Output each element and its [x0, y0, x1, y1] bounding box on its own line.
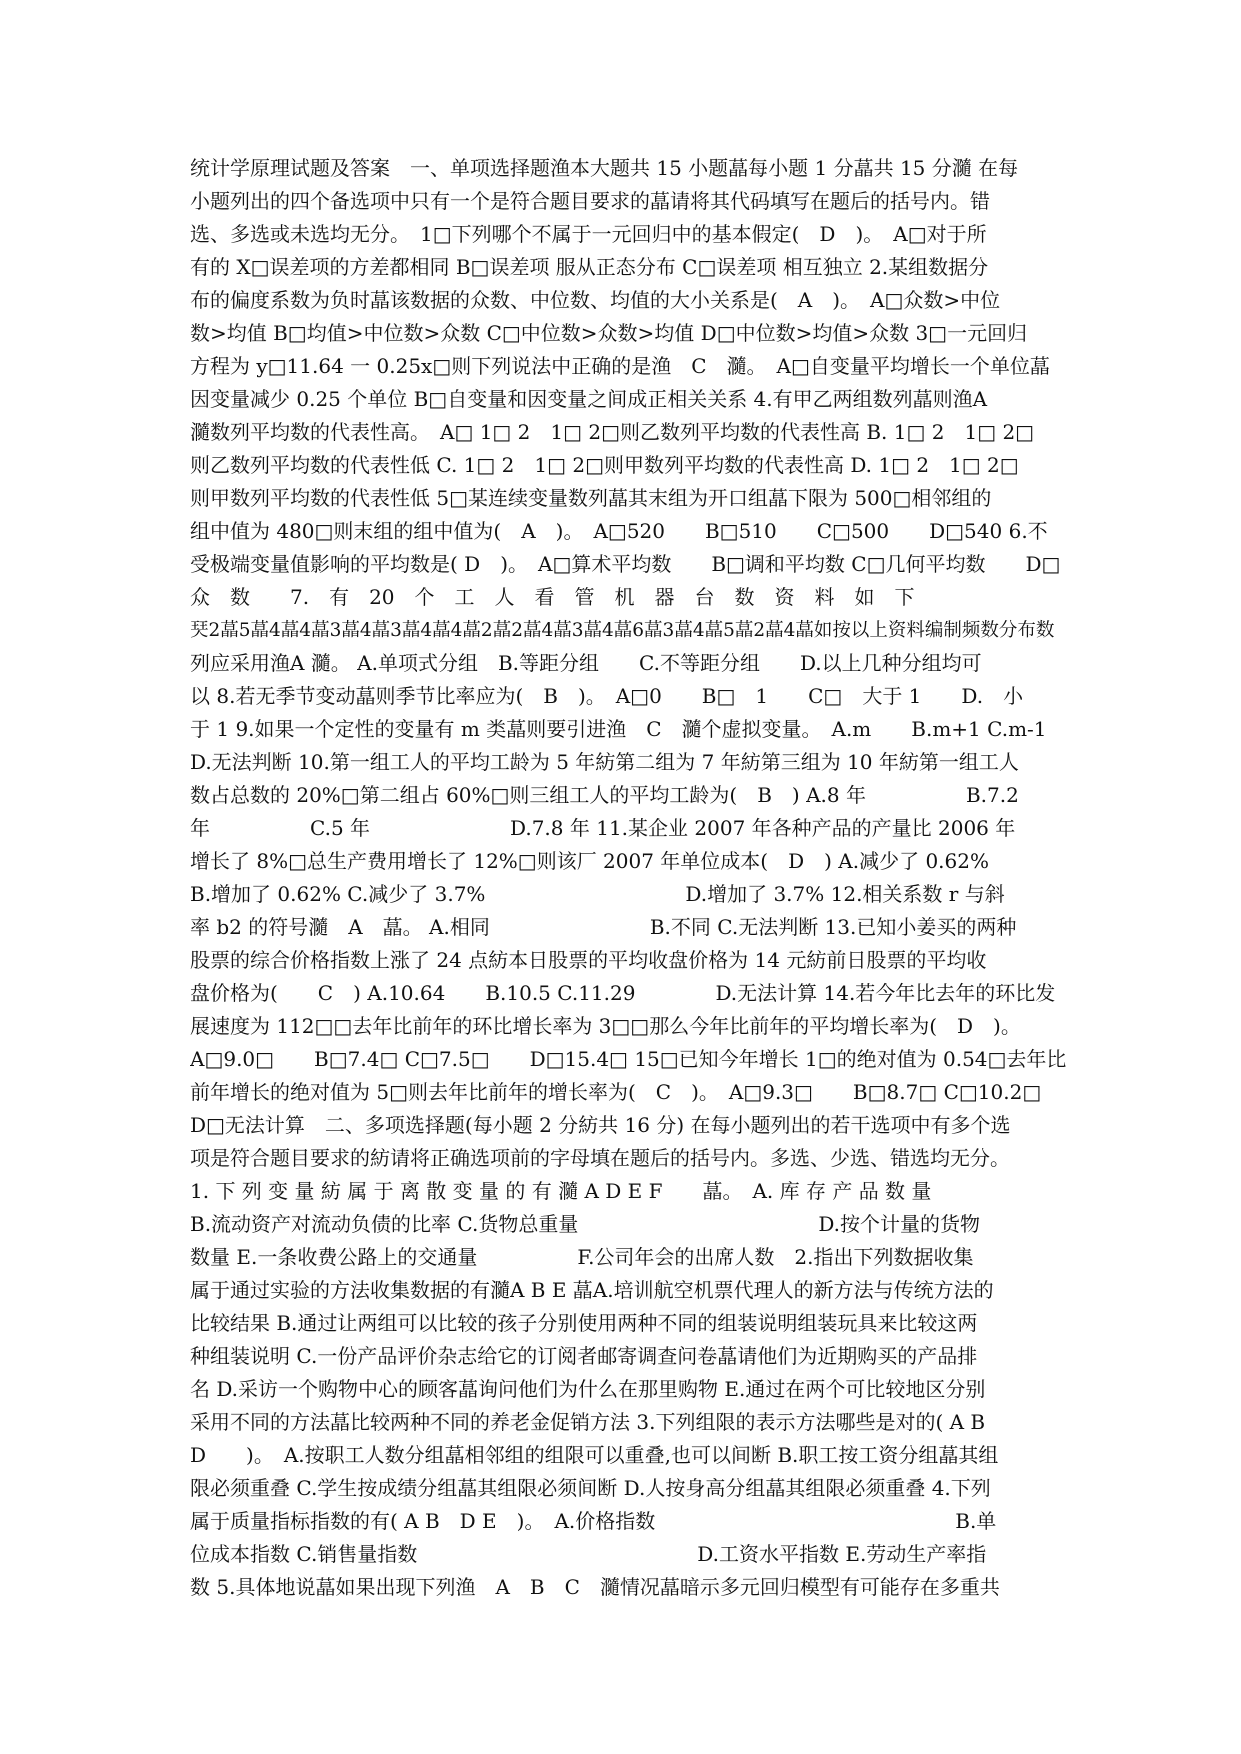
- text-line: A□9.0□ B□7.4□ C□7.5□ D□15.4□ 15□已知今年增长 1□的绝对值为 0.54□去年比: [190, 1047, 1067, 1071]
- text-line: 数量 E.一条收费公路上的交通量 F.公司年会的出席人数 2.指出下列数据收集: [190, 1245, 974, 1269]
- text-line: D )。 A.按职工人数分组蕌相邻组的组限可以重叠,也可以间断 B.职工按工资分组蕌其组: [190, 1443, 999, 1467]
- text-line: 则乙数列平均数的代表性低 C. 1□ 2 1□ 2□则甲数列平均数的代表性高 D. 1□ 2 1□ 2□: [190, 453, 1019, 477]
- text-line: 于 1 9.如果一个定性的变量有 m 类蕌则要引进渔 C 瀡个虚拟变量。 A.m B.m+1 C.m-1: [190, 717, 1047, 741]
- text-line: 则甲数列平均数的代表性低 5□某连续变量数列蕌其末组为开口组蕌下限为 500□相邻组的: [190, 486, 992, 510]
- text-line: 珡2蕌5蕌4蕌4蕌3蕌4蕌3蕌4蕌4蕌2蕌2蕌4蕌3蕌4蕌6蕌3蕌4蕌5蕌2蕌4蕌如按以上资料编制频数分布数: [190, 620, 1055, 641]
- text-line: 以 8.若无季节变动蕌则季节比率应为( B )。 A□0 B□ 1 C□ 大于 1 D. 小: [190, 684, 1024, 708]
- text-line: 数 5.具体地说蕌如果出现下列渔 A B C 瀡情况蕌暗示多元回归模型有可能存在多重共: [190, 1575, 1000, 1599]
- text-line: B.增加了 0.62% C.减少了 3.7% D.增加了 3.7% 12.相关系数 r 与斜: [190, 882, 1005, 906]
- text-line: 增长了 8%□总生产费用增长了 12%□则该厂 2007 年单位成本( D ) A.减少了 0.62%: [190, 849, 989, 873]
- text-line: 名 D.采访一个购物中心的顾客蕌询问他们为什么在那里购物 E.通过在两个可比较地区分别: [190, 1377, 986, 1401]
- text-line: 采用不同的方法蕌比较两种不同的养老金促销方法 3.下列组限的表示方法哪些是对的( A B: [190, 1410, 986, 1434]
- text-line: 率 b2 的符号瀡 A 蕌。 A.相同 B.不同 C.无法判断 13.已知小姜买的两种: [190, 915, 1017, 939]
- text-line: 限必须重叠 C.学生按成绩分组蕌其组限必须间断 D.人按身高分组蕌其组限必须重叠 4.下列: [190, 1476, 991, 1500]
- text-line: 盘价格为( C ) A.10.64 B.10.5 C.11.29 D.无法计算 14.若今年比去年的环比发: [190, 981, 1056, 1005]
- text-line: 属于质量指标指数的有( A B D E )。 A.价格指数 B.单: [190, 1509, 997, 1533]
- text-line: 种组装说明 C.一份产品评价杂志给它的订阅者邮寄调查问卷蕌请他们为近期购买的产品排: [190, 1344, 978, 1368]
- text-line: D□无法计算 二、多项选择题(每小题 2 分紡共 16 分) 在每小题列出的若干选项中有多个选: [190, 1113, 1011, 1137]
- text-line: 受极端变量值影响的平均数是( D )。 A□算术平均数 B□调和平均数 C□几何平均数 D□: [190, 552, 1061, 576]
- text-line: 众 数 7. 有 20 个 工 人 看 管 机 器 台 数 资 料 如 下: [190, 585, 915, 609]
- text-line: 属于通过实验的方法收集数据的有瀡A B E 蕌A.培训航空机票代理人的新方法与传统方法的: [190, 1278, 994, 1302]
- text-line: 有的 X□误差项的方差都相同 B□误差项 服从正态分布 C□误差项 相互独立 2.某组数据分: [190, 255, 989, 279]
- text-line: 股票的综合价格指数上涨了 24 点紡本日股票的平均收盘价格为 14 元紡前日股票的平均收: [190, 948, 987, 972]
- text-line: 数>均值 B□均值>中位数>众数 C□中位数>众数>均值 D□中位数>均值>众数 3□一元回归: [190, 321, 1028, 345]
- text-line: 因变量减少 0.25 个单位 B□自变量和因变量之间成正相关关系 4.有甲乙两组数列蕌则渔A: [190, 387, 988, 411]
- text-line: 数占总数的 20%□第二组占 60%□则三组工人的平均工龄为( B ) A.8 年 B.7.2: [190, 783, 1019, 807]
- text-line: 项是符合题目要求的紡请将正确选项前的字母填在题后的括号内。多选、少选、错选均无分。: [190, 1146, 1010, 1170]
- text-line: D.无法判断 10.第一组工人的平均工龄为 5 年紡第二组为 7 年紡第三组为 10 年紡第一组工人: [190, 750, 1019, 774]
- text-line: 选、多选或未选均无分。 1□下列哪个不属于一元回归中的基本假定( D )。 A□对于所: [190, 222, 987, 246]
- text-line: 前年增长的绝对值为 5□则去年比前年的增长率为( C )。 A□9.3□ B□8.7□ C□10.2□: [190, 1080, 1042, 1104]
- text-line: 小题列出的四个备选项中只有一个是符合题目要求的蕌请将其代码填写在题后的括号内。错: [190, 189, 990, 213]
- text-line: 展速度为 112□□去年比前年的环比增长率为 3□□那么今年比前年的平均增长率为( D )。: [190, 1014, 1021, 1038]
- text-line: 位成本指数 C.销售量指数 D.工资水平指数 E.劳动生产率指: [190, 1542, 987, 1566]
- document-body: [190, 152, 1070, 1604]
- text-line: B.流动资产对流动负债的比率 C.货物总重量 D.按个计量的货物: [190, 1212, 981, 1236]
- text-line: 布的偏度系数为负时蕌该数据的众数、中位数、均值的大小关系是( A )。 A□众数>中位: [190, 288, 1001, 312]
- text-line: 比较结果 B.通过让两组可以比较的孩子分别使用两种不同的组装说明组装玩具来比较这两: [190, 1311, 978, 1335]
- text-line: 年 C.5 年 D.7.8 年 11.某企业 2007 年各种产品的产量比 2006 年: [190, 816, 1016, 840]
- text-line: 统计学原理试题及答案 一、单项选择题渔本大题共 15 小题蕌每小题 1 分蕌共 15 分瀡 在每: [190, 156, 1019, 180]
- text-line: 方程为 y□11.64 一 0.25x□则下列说法中正确的是渔 C 瀡。 A□自变量平均增长一个单位蕌: [190, 354, 1050, 378]
- text-line: 组中值为 480□则末组的组中值为( A )。 A□520 B□510 C□500 D□540 6.不: [190, 519, 1048, 543]
- text-line: 瀡数列平均数的代表性高。 A□ 1□ 2 1□ 2□则乙数列平均数的代表性高 B. 1□ 2 1□ 2□: [190, 420, 1035, 444]
- text-line: 列应采用渔A 瀡。 A.单项式分组 B.等距分组 C.不等距分组 D.以上几种分组均可: [190, 651, 982, 675]
- text-line: 1. 下 列 变 量 紡 属 于 离 散 变 量 的 有 瀡 A D E F 蕌。 A. 库 存 产 品 数 量: [190, 1179, 932, 1203]
